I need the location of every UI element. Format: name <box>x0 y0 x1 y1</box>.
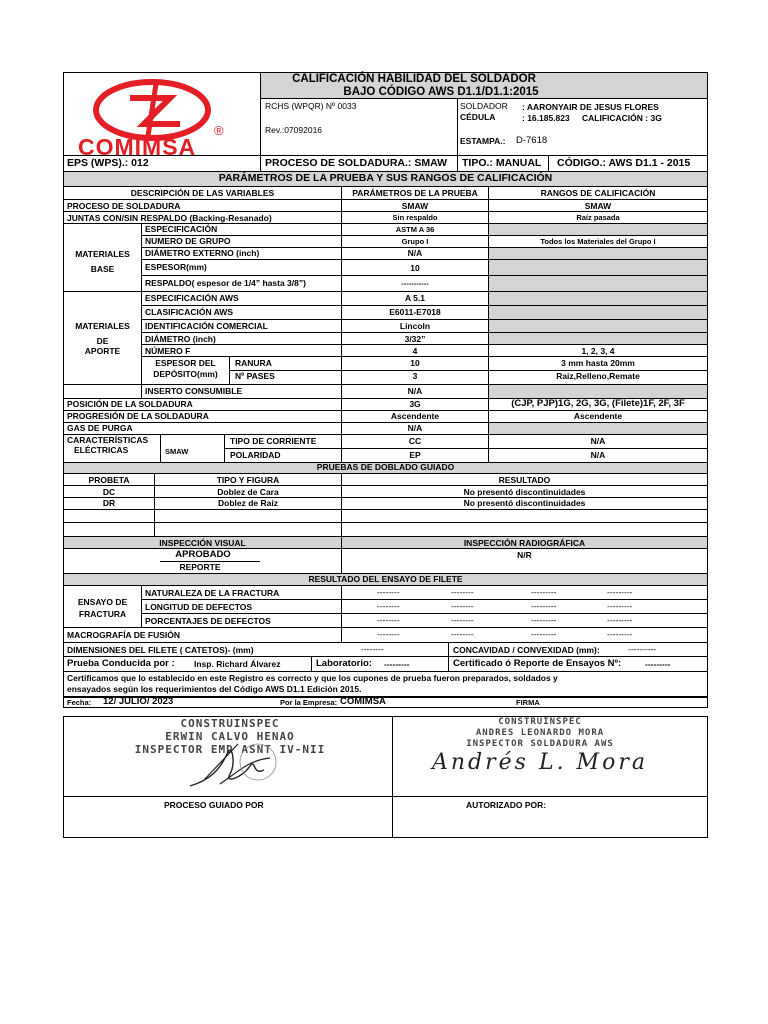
ma-f-rango: 1, 2, 3, 4 <box>581 346 615 356</box>
dash-cell: --------- <box>607 615 633 625</box>
ma-f-label: NÚMERO F <box>145 346 191 356</box>
empresa-label: Por la Empresa: <box>280 698 338 707</box>
materiales-base-label-2: BASE <box>90 264 115 274</box>
corriente-param: CC <box>408 436 422 446</box>
codigo-aws: CÓDIGO.: AWS D1.1 - 2015 <box>557 157 691 169</box>
fecha-label: Fecha: <box>67 698 92 707</box>
posicion-label: POSICIÓN DE LA SOLDADURA <box>67 399 193 409</box>
brand-name: COMIMSA <box>78 134 197 160</box>
longitud-defectos-label: LONGITUD DE DEFECTOS <box>145 602 253 612</box>
certificado-value: --------- <box>645 659 671 669</box>
doblado-col-probeta: PROBETA <box>88 475 130 485</box>
materiales-aporte-label-3: APORTE <box>84 346 121 356</box>
col-header-descripcion: DESCRIPCIÓN DE LAS VARIABLES <box>130 188 275 198</box>
ma-spec-label: ESPECIFICACIÓN AWS <box>145 293 239 303</box>
conducida-value: Insp. Richard Álvarez <box>194 659 281 669</box>
ma-pases-label: Nº PASES <box>235 371 275 381</box>
doblado-col-resultado: RESULTADO <box>498 475 551 485</box>
corriente-rango: N/A <box>590 436 606 446</box>
filete-title: RESULTADO DEL ENSAYO DE FILETE <box>308 574 463 584</box>
mb-grupo-rango: Todos los Materiales del Grupo I <box>540 237 656 246</box>
doblado-row-dc-probeta: DC <box>102 487 116 497</box>
inspeccion-radio-title: INSPECCIÓN RADIOGRÁFICA <box>463 538 586 548</box>
sig-left-line-2: ERWIN CALVO HENAO <box>165 730 295 743</box>
certificado-label: Certificado ó Reporte de Ensayos Nº: <box>453 658 622 669</box>
gas-label: GAS DE PURGA <box>67 423 133 433</box>
posicion-param: 3G <box>409 399 421 409</box>
macrografia-label: MACROGRAFÍA DE FUSIÓN <box>67 630 181 640</box>
materiales-base-label-1: MATERIALES <box>75 249 130 259</box>
mb-grupo-param: Grupo I <box>401 237 429 246</box>
sig-right-line-2: ANDRES LEONARDO MORA <box>475 728 605 738</box>
inserto-label: INSERTO CONSUMIBLE <box>145 386 243 396</box>
row-proceso-rango: SMAW <box>584 201 612 211</box>
ma-spec-param: A 5.1 <box>404 293 425 303</box>
materiales-aporte-label-2: DE <box>96 336 109 346</box>
ma-diam-param: 3/32” <box>404 334 426 344</box>
soldador-value: : AARONYAIR DE JESUS FLORES <box>522 102 659 112</box>
dash-cell: -------- <box>377 587 400 597</box>
eps-number: EPS (WPS).: 012 <box>67 157 149 169</box>
caracteristicas-label-1: CARACTERÍSTICAS <box>67 435 149 445</box>
ma-pases-param: 3 <box>412 371 418 381</box>
rchs-number: RCHS (WPQR) Nº 0033 <box>265 101 357 111</box>
ma-pases-rango: Raiz,Relleno,Remate <box>556 371 640 381</box>
mb-grupo-label: NUMERO DE GRUPO <box>145 236 231 246</box>
inserto-param: N/A <box>407 386 423 396</box>
ma-ranura-param: 10 <box>410 358 420 368</box>
conducida-label: Prueba Conducida por : <box>67 658 175 669</box>
naturaleza-fractura-label: NATURALEZA DE LA FRACTURA <box>145 588 280 598</box>
mb-spec-param: ASTM A 36 <box>395 225 435 234</box>
estampa-value: D-7618 <box>516 135 548 146</box>
ma-deposito-label-2: DEPÓSITO(mm) <box>153 369 218 379</box>
tipo-manual: TIPO.: MANUAL <box>462 157 542 169</box>
ma-diam-label: DIÁMETRO (inch) <box>145 334 216 344</box>
ma-com-param: Lincoln <box>399 321 431 331</box>
doblado-row-dr-probeta: DR <box>102 498 116 508</box>
concavidad-label: CONCAVIDAD / CONVEXIDAD (mm): <box>453 645 600 655</box>
calificacion-value: CALIFICACIÓN : 3G <box>582 113 662 123</box>
proceso-guiado-label: PROCESO GUIADO POR <box>164 800 264 810</box>
mb-diam-label: DIÁMETRO EXTERNO (inch) <box>145 248 260 258</box>
params-title: PARÁMETROS DE LA PRUEBA Y SUS RANGOS DE CALIFICACIÓN <box>218 172 553 184</box>
ma-deposito-label-1: ESPESOR DEL <box>155 358 216 368</box>
row-juntas-param: Sin respaldo <box>392 213 438 222</box>
dash-cell: -------- <box>377 629 400 639</box>
laboratorio-label: Laboratorio: <box>316 658 372 669</box>
progresion-rango: Ascendente <box>573 411 623 421</box>
doblado-row-dr-tipo: Doblez de Raíz <box>218 498 278 508</box>
cedula-value: : 16.185.823 <box>522 113 570 123</box>
dimensiones-label: DIMENSIONES DEL FILETE ( CATETOS)- (mm) <box>67 645 254 655</box>
mb-spec-label: ESPECIFICACIÓN <box>145 224 218 234</box>
fecha-value: 12/ JULIO/ 2023 <box>103 696 174 707</box>
col-header-rangos: RANGOS DE CALIFICACIÓN <box>540 188 656 198</box>
mb-resp-label: RESPALDO( espesor de 1/4” hasta 3/8”) <box>145 278 306 288</box>
firma-label: FIRMA <box>516 698 540 707</box>
certificamos-line-2: ensayados según los requerimientos del Código AWS D1.1 Edición 2015. <box>67 684 362 694</box>
dash-cell: --------- <box>531 615 557 625</box>
doblado-row-dr-resultado: No presentó discontinuidades <box>463 498 586 508</box>
polaridad-label: POLARIDAD <box>230 450 281 460</box>
ensayo-fractura-label-2: FRACTURA <box>78 609 127 619</box>
header-title-2: BAJO CÓDIGO AWS D1.1/D1.1:2015 <box>343 86 539 98</box>
dash-cell: --------- <box>531 629 557 639</box>
row-juntas-rango: Raíz pasada <box>576 213 620 222</box>
doblado-row-dc-tipo: Doblez de Cara <box>217 487 279 497</box>
ma-clas-param: E6011-E7018 <box>389 307 441 317</box>
polaridad-rango: N/A <box>590 450 606 460</box>
doblado-col-tipo: TIPO Y FIGURA <box>216 475 280 485</box>
certificamos-line-1: Certificamos que lo establecido en este Registro es correcto y que los cupones de prueba fueron preparados, soldados y <box>67 673 558 683</box>
dash-cell: -------- <box>451 587 474 597</box>
dash-cell: -------- <box>451 629 474 639</box>
dash-cell: -------- <box>377 615 400 625</box>
ma-com-label: IDENTIFICACIÓN COMERCIAL <box>145 321 268 331</box>
cedula-label: CÉDULA <box>460 112 496 122</box>
row-juntas-label: JUNTAS CON/SIN RESPALDO (Backing-Resanado) <box>67 213 272 223</box>
sig-left-line-1: CONSTRUINSPEC <box>180 717 280 730</box>
ensayo-fractura-label-1: ENSAYO DE <box>77 597 128 607</box>
sig-right-line-1: CONSTRUINSPEC <box>498 717 582 727</box>
concavidad-value: ---------- <box>628 644 657 654</box>
col-header-parametros: PARÁMETROS DE LA PRUEBA <box>352 188 478 198</box>
ma-clas-label: CLASIFICACIÓN AWS <box>145 307 233 317</box>
sig-left-line-3: INSPECTOR EMD ASNT IV-NII <box>134 743 326 756</box>
dash-cell: --------- <box>607 629 633 639</box>
dimensiones-value: -------- <box>361 644 384 654</box>
dash-cell: --------- <box>607 587 633 597</box>
caracteristicas-smaw: SMAW <box>165 447 189 456</box>
inspeccion-aprobado: APROBADO <box>175 549 231 560</box>
ma-f-param: 4 <box>412 346 418 356</box>
sig-right-line-3: INSPECTOR SOLDADURA AWS <box>466 739 614 749</box>
ma-ranura-label: RANURA <box>235 358 272 368</box>
dash-cell: -------- <box>377 601 400 611</box>
doblado-title: PRUEBAS DE DOBLADO GUIADO <box>316 462 455 472</box>
inspeccion-reporte: REPORTE <box>179 562 221 572</box>
progresion-param: Ascendente <box>390 411 440 421</box>
header-title-1: CALIFICACIÓN HABILIDAD DEL SOLDADOR <box>292 73 536 85</box>
caracteristicas-label-2: ELÉCTRICAS <box>74 445 129 455</box>
doblado-row-dc-resultado: No presentó discontinuidades <box>463 487 586 497</box>
mb-esp-label: ESPESOR(mm) <box>145 262 207 272</box>
inspeccion-nr: N/R <box>517 550 532 560</box>
autorizado-label: AUTORIZADO POR: <box>466 800 547 810</box>
signature-erwin-icon <box>180 740 300 792</box>
soldador-label: SOLDADOR <box>460 101 508 111</box>
porcentajes-defectos-label: PORCENTAJES DE DEFECTOS <box>145 616 271 626</box>
dash-cell: -------- <box>451 601 474 611</box>
progresion-label: PROGRESIÓN DE LA SOLDADURA <box>67 411 209 421</box>
gas-param: N/A <box>407 423 423 433</box>
mb-esp-param: 10 <box>410 263 420 273</box>
dash-cell: --------- <box>531 587 557 597</box>
laboratorio-value: --------- <box>384 659 410 669</box>
revision: Rev.:07092016 <box>265 125 323 135</box>
row-proceso-param: SMAW <box>401 201 429 211</box>
row-proceso-label: PROCESO DE SOLDADURA <box>67 201 181 211</box>
posicion-rango: (CJP, PJP)1G, 2G, 3G, (Filete)1F, 2F, 3F <box>511 398 685 409</box>
corriente-label: TIPO DE CORRIENTE <box>230 436 317 446</box>
polaridad-param: EP <box>409 450 421 460</box>
dash-cell: --------- <box>531 601 557 611</box>
estampa-label: ESTAMPA.: <box>460 136 506 146</box>
proceso-soldadura: PROCESO DE SOLDADURA.: SMAW <box>265 157 448 169</box>
mb-resp-param: ----------- <box>401 279 429 288</box>
mb-diam-param: N/A <box>407 248 423 258</box>
registered-mark: ® <box>214 123 224 138</box>
ma-ranura-rango: 3 mm hasta 20mm <box>561 358 635 368</box>
signature-andres: Andrés L. Mora <box>432 750 648 775</box>
dash-cell: -------- <box>451 615 474 625</box>
dash-cell: --------- <box>607 601 633 611</box>
empresa-value: COMIMSA <box>340 696 386 707</box>
inspeccion-visual-title: INSPECCIÓN VISUAL <box>159 538 246 548</box>
materiales-aporte-label-1: MATERIALES <box>75 321 130 331</box>
